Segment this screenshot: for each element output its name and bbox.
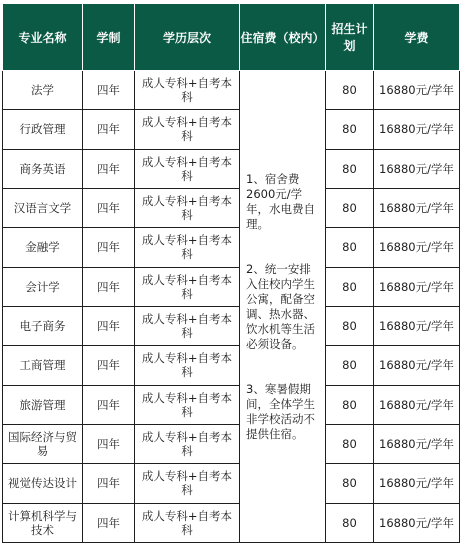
table-row xyxy=(3,149,460,188)
table-row xyxy=(3,424,460,463)
major-cell: 商务英语 xyxy=(3,149,83,188)
major-cell: 汉语言文学 xyxy=(3,188,83,227)
major-cell: 工商管理 xyxy=(3,346,83,385)
table-row xyxy=(3,188,460,227)
plan-cell: 80 xyxy=(326,71,374,110)
major-cell: 金融学 xyxy=(3,228,83,267)
major-cell: 行政管理 xyxy=(3,110,83,149)
major-cell: 电子商务 xyxy=(3,306,83,345)
table-row xyxy=(3,385,460,424)
major-cell: 旅游管理 xyxy=(3,385,83,424)
tuition-cell: 16880元/学年 xyxy=(374,228,460,267)
level-cell: 成人专科+自考本科 xyxy=(135,149,240,188)
tuition-cell: 16880元/学年 xyxy=(374,71,460,110)
major-cell: 视觉传达设计 xyxy=(3,464,83,503)
tuition-table-container xyxy=(2,3,459,543)
tuition-cell: 16880元/学年 xyxy=(374,503,460,542)
level-cell: 成人专科+自考本科 xyxy=(135,385,240,424)
level-cell: 成人专科+自考本科 xyxy=(135,464,240,503)
tuition-cell: 16880元/学年 xyxy=(374,306,460,345)
level-cell: 成人专科+自考本科 xyxy=(135,503,240,542)
table-row xyxy=(3,71,460,110)
header-level: 学历层次 xyxy=(135,4,240,71)
plan-cell: 80 xyxy=(326,464,374,503)
tuition-cell: 16880元/学年 xyxy=(374,346,460,385)
table-row xyxy=(3,110,460,149)
dorm-fee-notes xyxy=(240,71,326,543)
header-dorm-fee: 住宿费（校内） xyxy=(240,4,326,71)
years-cell: 四年 xyxy=(83,464,135,503)
major-cell: 会计学 xyxy=(3,267,83,306)
level-cell: 成人专科+自考本科 xyxy=(135,306,240,345)
level-cell: 成人专科+自考本科 xyxy=(135,71,240,110)
years-cell: 四年 xyxy=(83,306,135,345)
years-cell: 四年 xyxy=(83,228,135,267)
table-row xyxy=(3,346,460,385)
tuition-table xyxy=(2,3,460,543)
major-cell: 法学 xyxy=(3,71,83,110)
plan-cell: 80 xyxy=(326,228,374,267)
years-cell: 四年 xyxy=(83,385,135,424)
header-years: 学制 xyxy=(83,4,135,71)
level-cell: 成人专科+自考本科 xyxy=(135,346,240,385)
tuition-cell: 16880元/学年 xyxy=(374,424,460,463)
level-cell: 成人专科+自考本科 xyxy=(135,424,240,463)
level-cell: 成人专科+自考本科 xyxy=(135,188,240,227)
years-cell: 四年 xyxy=(83,503,135,542)
plan-cell: 80 xyxy=(326,267,374,306)
table-row xyxy=(3,267,460,306)
years-cell: 四年 xyxy=(83,149,135,188)
plan-cell: 80 xyxy=(326,110,374,149)
tuition-cell: 16880元/学年 xyxy=(374,188,460,227)
tuition-cell: 16880元/学年 xyxy=(374,385,460,424)
major-cell: 国际经济与贸易 xyxy=(3,424,83,463)
years-cell: 四年 xyxy=(83,267,135,306)
dorm-note-2: 2、统一安排入住校内学生公寓，配备空调、热水器、饮水机等生活必须设备。 xyxy=(246,261,315,351)
years-cell: 四年 xyxy=(83,71,135,110)
table-row xyxy=(3,228,460,267)
tuition-cell: 16880元/学年 xyxy=(374,267,460,306)
level-cell: 成人专科+自考本科 xyxy=(135,110,240,149)
header-plan: 招生计划 xyxy=(326,4,374,71)
years-cell: 四年 xyxy=(83,110,135,149)
header-row xyxy=(3,4,460,71)
plan-cell: 80 xyxy=(326,503,374,542)
tuition-cell: 16880元/学年 xyxy=(374,110,460,149)
table-row xyxy=(3,503,460,542)
plan-cell: 80 xyxy=(326,346,374,385)
plan-cell: 80 xyxy=(326,188,374,227)
plan-cell: 80 xyxy=(326,385,374,424)
plan-cell: 80 xyxy=(326,424,374,463)
dorm-note-1: 1、宿舍费2600元/学年，水电费自理。 xyxy=(246,171,315,231)
dorm-note-3: 3、寒暑假期间，全体学生非学校活动不提供住宿。 xyxy=(246,381,315,441)
major-cell: 计算机科学与技术 xyxy=(3,503,83,542)
header-tuition: 学费 xyxy=(374,4,460,71)
tuition-cell: 16880元/学年 xyxy=(374,464,460,503)
years-cell: 四年 xyxy=(83,188,135,227)
header-major: 专业名称 xyxy=(3,4,83,71)
years-cell: 四年 xyxy=(83,424,135,463)
plan-cell: 80 xyxy=(326,149,374,188)
level-cell: 成人专科+自考本科 xyxy=(135,228,240,267)
tuition-cell: 16880元/学年 xyxy=(374,149,460,188)
years-cell: 四年 xyxy=(83,346,135,385)
plan-cell: 80 xyxy=(326,306,374,345)
level-cell: 成人专科+自考本科 xyxy=(135,267,240,306)
table-row xyxy=(3,306,460,345)
table-row xyxy=(3,464,460,503)
